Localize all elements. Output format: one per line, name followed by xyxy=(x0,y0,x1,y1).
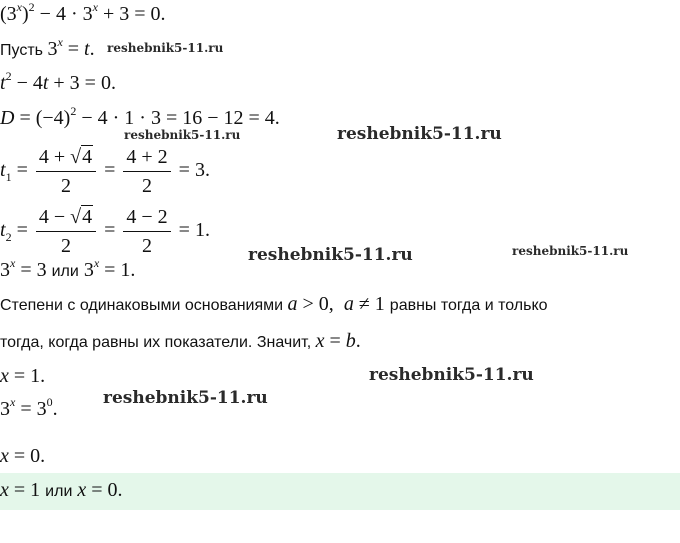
quadratic-equation: $t^2 - 4t + 3 = 0$. xyxy=(0,69,116,94)
watermark: reshebnik5-11.ru xyxy=(369,365,534,385)
equation-original: $(3^x)^2 - 4 \cdot 3^x + 3 = 0$. xyxy=(0,0,166,25)
watermark: reshebnik5-11.ru xyxy=(248,245,413,265)
watermark: reshebnik5-11.ru xyxy=(124,128,241,142)
rule-text-3: тогда, когда равны их показатели. Значит, xyxy=(0,334,312,351)
watermark: reshebnik5-11.ru xyxy=(107,41,224,55)
substitution-line xyxy=(0,35,95,61)
root-t2: $t_2$ = $\frac{4 - √4}{2}$ = $\frac{4 - 2}{2}$ = 1. xyxy=(0,206,210,257)
solution-x1: x = 1. xyxy=(0,365,46,387)
rule-text-2: равны тогда и только xyxy=(389,297,548,314)
watermark: reshebnik5-11.ru xyxy=(337,124,502,144)
power-equation: $3^x = 3^0$. xyxy=(0,395,58,420)
answer-or-word: или xyxy=(45,483,73,500)
watermark: reshebnik5-11.ru xyxy=(103,388,268,408)
substitution-formula: $3^x = t$. xyxy=(47,35,95,60)
rule-line-1: Степени с одинаковыми основаниями a > 0, a ≠ 1 равны тогда и только xyxy=(0,293,548,315)
substitution-word: Пусть xyxy=(0,42,43,59)
rule-text-1: Степени с одинаковыми основаниями xyxy=(0,297,284,314)
discriminant: $D = (-4)^2 - 4 \cdot 1 \cdot 3 = 16 - 12 = 4$. xyxy=(0,104,280,129)
watermark: reshebnik5-11.ru xyxy=(512,244,629,258)
solution-x0: x = 0. xyxy=(0,445,46,467)
answer-line: x = 1 или x = 0. xyxy=(0,479,123,501)
or-word: или xyxy=(51,263,79,280)
back-substitution: $3^x = 3$ или $3^x = 1$. xyxy=(0,256,136,281)
rule-line-2: тогда, когда равны их показатели. Значит, x = b. xyxy=(0,330,361,352)
root-t1: $t_1$ = $\frac{4 + √4}{2}$ = $\frac{4 + 2}{2}$ = 3. xyxy=(0,146,210,197)
